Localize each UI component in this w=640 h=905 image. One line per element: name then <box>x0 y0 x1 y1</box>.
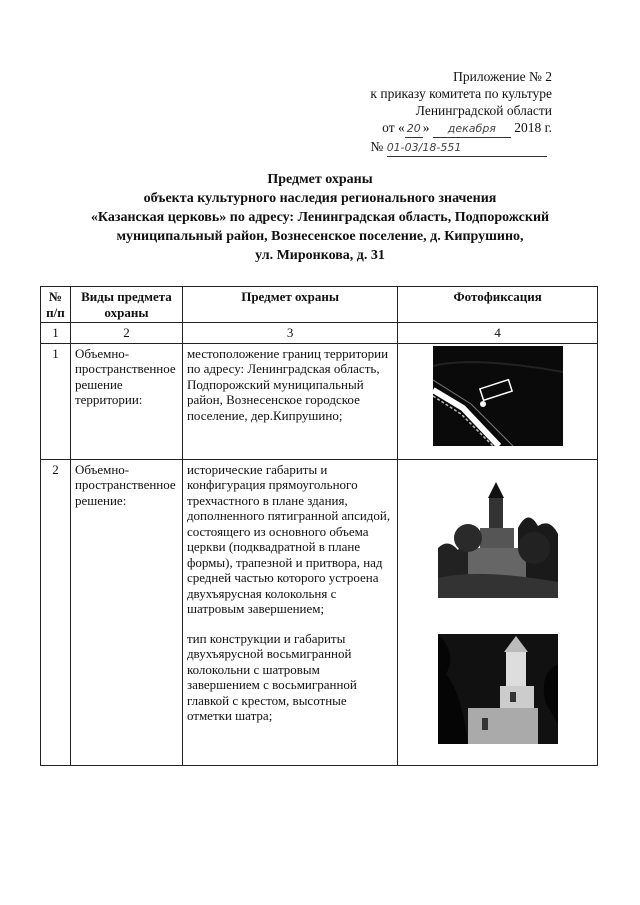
header-photo: Фотофиксация <box>398 287 598 323</box>
order-number-value: 01-03/18-551 <box>387 139 547 157</box>
date-month: декабря <box>433 120 511 138</box>
table-header-row <box>41 287 598 323</box>
document-title: Предмет охраны объекта культурного наследия регионального значения «Казанская церковь» по адресу: Ленинградская область, Подпорожский муниципальный район, Вознесенское поселение, д. Кипрушино, ул. Миронкова, д. 31 <box>90 172 550 263</box>
row-type: Объемно-пространственное решение территории: <box>70 343 182 459</box>
order-date: от « 20 » декабря 2018 г. <box>370 119 552 138</box>
church-exterior-photo <box>438 478 558 598</box>
table-row: 2 Объемно-пространственное решение: исторические габариты и конфигурация прямоугольного трехчастного в плане здания, дополненного пятигранной апсидой, состоящего из основного объема церкви (подквадратной в плане формы), трапезной и притвора, над средней частью которого устроена двухъярусная колокольня с шатровым завершением; тип конструкции и габариты двухъярусной восьмигранной колокольни с шатровым завершением с восьмигранной главкой с крестом, высотные отметки шатра; <box>41 459 598 765</box>
table-index-row: 1 2 3 4 <box>41 323 598 344</box>
row-subject: местоположение границ территории по адресу: Ленинградская область, Подпорожский муниципальный район, Вознесенское городское поселение, дер.Кипрушино; <box>182 343 397 459</box>
photo-cell <box>398 343 598 459</box>
row-subject: исторические габариты и конфигурация прямоугольного трехчастного в плане здания, дополненного пятигранной апсидой, состоящего из основного объема церкви (подквадратной в плане формы), трапезной и притвора, над средней частью которого устроена двухъярусная колокольня с шатровым завершением; тип конструкции и габариты двухъярусной восьмигранной колокольни с шатровым завершением с восьмигранной главкой с крестом, высотные отметки шатра; <box>182 459 397 765</box>
appendix-header <box>370 68 552 157</box>
row-type: Объемно-пространственное решение: <box>70 459 182 765</box>
table-row: 1 Объемно-пространственное решение территории: местоположение границ территории по адресу: Ленинградская область, Подпорожский муниципальный район, Вознесенское городское поселение, дер.Кипрушино; <box>41 343 598 459</box>
photo-cell <box>398 459 598 765</box>
bell-tower-photo <box>438 634 558 744</box>
territory-map-image <box>433 346 563 446</box>
order-number: № 01-03/18-551 <box>370 138 552 157</box>
header-type: Виды предмета охраны <box>70 287 182 323</box>
date-day: 20 <box>405 120 423 138</box>
appendix-number: Приложение № 2 <box>453 69 552 84</box>
protection-subject-table <box>40 286 598 766</box>
region-name: Ленинградской области <box>415 103 552 118</box>
header-number: № п/п <box>41 287 71 323</box>
header-subject: Предмет охраны <box>182 287 397 323</box>
order-reference: к приказу комитета по культуре <box>370 86 552 101</box>
